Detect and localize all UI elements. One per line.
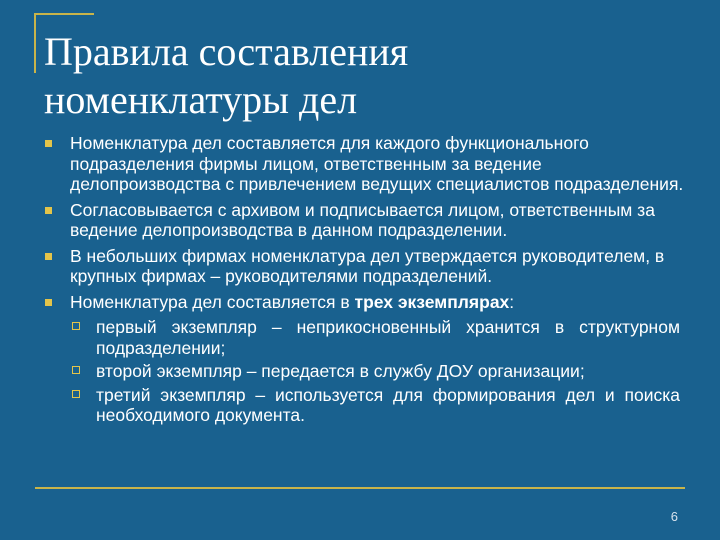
hollow-square-bullet-icon bbox=[72, 366, 80, 374]
bullet-text-suffix: : bbox=[509, 291, 515, 312]
sub-bullet-text: первый экземпляр – неприкосновенный хранится в структурном подразделении; bbox=[96, 317, 680, 358]
bullet-text: Номенклатура дел составляется для каждого функционального подразделения фирмы лицом, ответственным за ведение делопроизводства с привлечением ведущих специалистов подразделения. bbox=[70, 133, 684, 194]
bullet-text-prefix: Номенклатура дел составляется в bbox=[70, 291, 355, 312]
sub-bullet-text: третий экземпляр – используется для формирования дел и поиска необходимого документа. bbox=[96, 384, 680, 425]
sub-bullet-text: второй экземпляр – передается в службу ДОУ организации; bbox=[96, 361, 585, 381]
bullet-item bbox=[44, 133, 684, 195]
title-line-1: Правила составления bbox=[44, 29, 409, 74]
sub-bullet-item bbox=[44, 317, 684, 358]
title-line-2: номенклатуры дел bbox=[44, 77, 358, 122]
square-bullet-icon bbox=[45, 299, 52, 306]
square-bullet-icon bbox=[45, 253, 52, 260]
slide-title bbox=[44, 28, 684, 124]
bullet-item bbox=[44, 200, 684, 241]
bullet-item bbox=[44, 292, 684, 313]
title-corner-line-vertical bbox=[34, 13, 36, 73]
title-corner-line-horizontal bbox=[34, 13, 94, 15]
sub-bullet-item bbox=[44, 385, 684, 426]
square-bullet-icon bbox=[45, 207, 52, 214]
hollow-square-bullet-icon bbox=[72, 390, 80, 398]
bullet-text: В небольших фирмах номенклатура дел утверждается руководителем, в крупных фирмах – руководителями подразделений. bbox=[70, 245, 665, 286]
square-bullet-icon bbox=[45, 140, 52, 147]
bullet-item bbox=[44, 246, 684, 287]
bullet-text: Согласовывается с архивом и подписывается лицом, ответственным за ведение делопроизводства в данном подразделении. bbox=[70, 199, 655, 240]
bullet-text-bold: трех экземплярах bbox=[354, 291, 510, 312]
slide-content bbox=[44, 133, 684, 429]
sub-bullet-item bbox=[44, 361, 684, 382]
hollow-square-bullet-icon bbox=[72, 322, 80, 330]
page-number: 6 bbox=[670, 509, 678, 524]
footer-divider bbox=[35, 487, 685, 489]
